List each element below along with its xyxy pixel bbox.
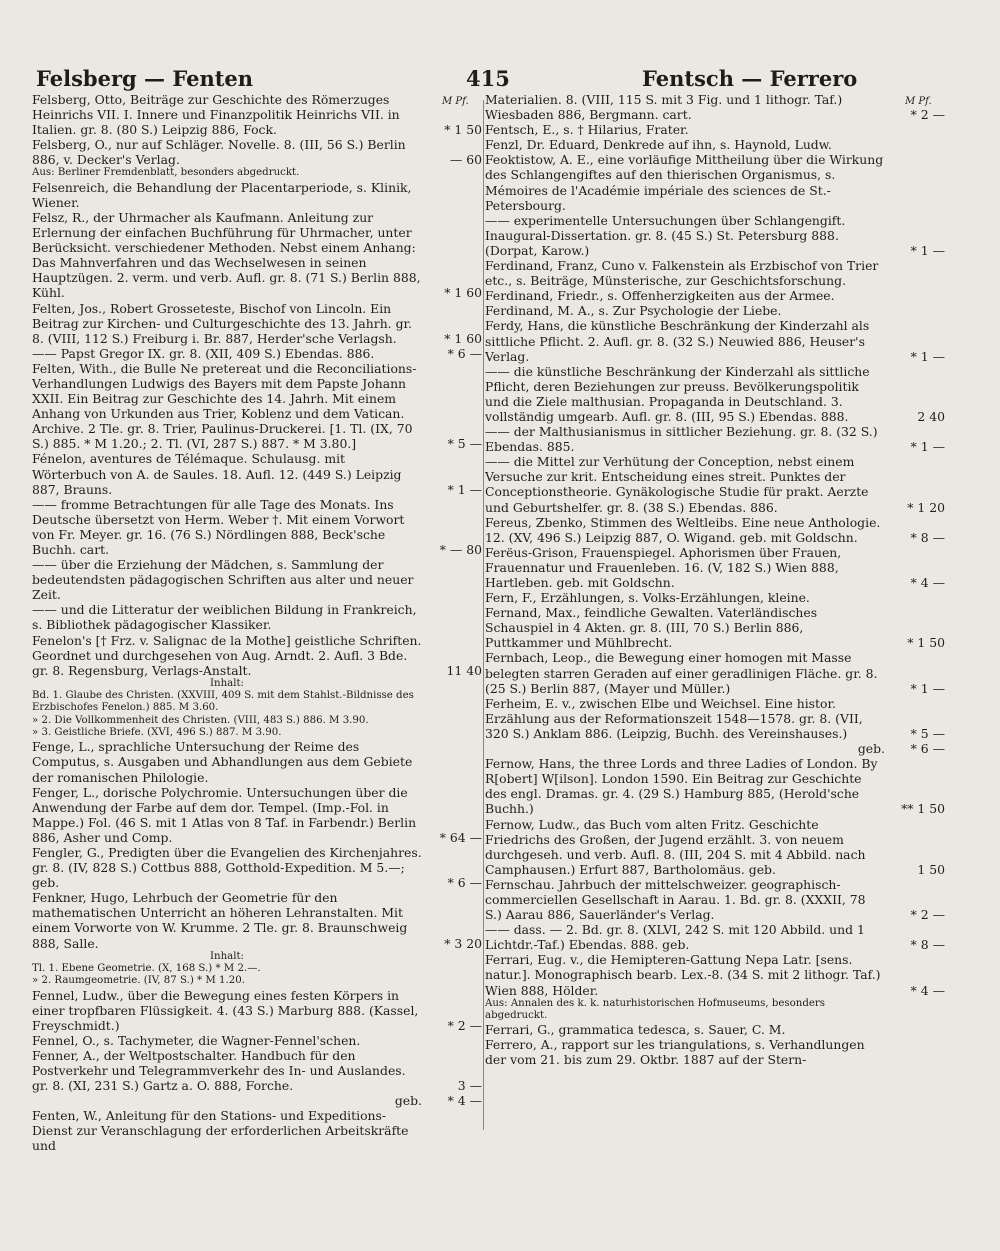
catalog-entry (485, 1037, 947, 1067)
left-column (32, 92, 484, 1154)
catalog-entry (485, 817, 947, 877)
catalog-entry (32, 1108, 484, 1153)
catalog-entry (485, 288, 947, 303)
catalog-entry (485, 605, 947, 650)
entry-price: * — 80 (439, 542, 482, 558)
catalog-entry (485, 303, 947, 318)
entry-text: Materialien. 8. (VIII, 115 S. mit 3 Fig. und 1 lithogr. Taf.) Wiesbaden 886, Bergmann. cart. (485, 92, 843, 123)
entry-price: * 2 — (910, 907, 945, 923)
entry-text: Inhalt: (209, 677, 244, 689)
entry-text: Fernow, Ludw., das Buch vom alten Fritz. Geschichte Friedrichs des Großen, der Jugend erzählt. 3. von neuem durchgeseh. und verb. Aufl. 8. (III, 204 S. mit 4 Abbild. nach Camphausen.) Erfurt 887, Bartholomäus. geb. (485, 816, 866, 877)
catalog-entry (32, 988, 484, 1033)
catalog-entry (485, 364, 947, 424)
catalog-entry (32, 785, 484, 845)
catalog-entry (485, 650, 947, 695)
catalog-entry (32, 557, 484, 602)
entry-text: Fentsch, E., s. † Hilarius, Frater. (485, 122, 689, 138)
entry-price: * 64 — (439, 829, 482, 845)
catalog-entry (485, 92, 947, 122)
catalog-entry (32, 963, 484, 975)
entry-text: Feoktistow, A. E., eine vorläufige Mittheilung über die Wirkung des Schlangengiftes auf den thierischen Organismus, s. Mémoires de l'Académie impériale des sciences de St.-Petersbourg. (485, 152, 884, 213)
entry-text: Fennel, O., s. Tachymeter, die Wagner-Fennel'schen. (32, 1032, 361, 1048)
entry-price: * 1 — (910, 348, 945, 364)
catalog-entry (485, 741, 947, 756)
entry-text: Ferdinand, Friedr., s. Offenherzigkeiten aus der Armee. (485, 288, 835, 304)
catalog-entry (485, 454, 947, 514)
entry-price: — 60 (449, 152, 482, 168)
catalog-entry (32, 890, 484, 950)
entry-text: » 2. Die Vollkommenheit des Christen. (VIII, 483 S.) 886. M 3.90. (32, 714, 369, 726)
entry-text: Ferrari, Eug. v., die Hemipteren-Gattung Nepa Latr. [sens. natur.]. Monographisch bearb. Lex.-8. (34 S. mit 2 lithogr. Taf.) Wien 888, Hölder. (485, 952, 881, 998)
catalog-entry (32, 739, 484, 784)
entry-price: * 8 — (910, 937, 945, 953)
entry-text: —— experimentelle Untersuchungen über Schlangengift. Inaugural-Dissertation. gr. 8. (45 S.) St. Petersburg 888. (Dorpat, Karow.) (485, 212, 846, 258)
catalog-entry (485, 998, 947, 1023)
entry-text: —— der Malthusianismus in sittlicher Beziehung. gr. 8. (32 S.) Ebendas. 885. (485, 424, 878, 455)
catalog-entry (32, 951, 484, 963)
entry-price: * 1 50 (907, 635, 945, 651)
catalog-entry (485, 922, 947, 952)
entry-price: * 1 60 (444, 330, 482, 346)
entry-price: * 4 — (910, 982, 945, 998)
catalog-entry (485, 952, 947, 997)
catalog-entry (32, 1048, 484, 1093)
catalog-entry (32, 690, 484, 715)
entry-text: Fernow, Hans, the three Lords and three Ladies of London. By R[obert] W[ilson]. London 1590. Ein Beitrag zur Geschichte des engl. Dramas. gr. 4. (29 S.) Hamburg 885, (Herold'sche Buchh.) (485, 756, 878, 817)
entry-price: 11 40 (446, 662, 482, 678)
catalog-entry (485, 590, 947, 605)
price-column-label-left: M Pf. (442, 96, 469, 107)
catalog-entry (485, 318, 947, 363)
entry-text: Ferrari, G., grammatica tedesca, s. Sauer, C. M. (485, 1022, 786, 1038)
catalog-entry (32, 137, 484, 167)
entry-price: * 2 — (910, 107, 945, 123)
page-header (30, 64, 972, 94)
catalog-entry (485, 213, 947, 258)
entry-price: * 4 — (447, 1093, 482, 1109)
entry-text: Ferdy, Hans, die künstliche Beschränkung der Kinderzahl als sittliche Pflicht. 2. Aufl. gr. 8. (32 S.) Neuwied 886, Heuser's Verlag. (485, 318, 870, 364)
entry-text: —— die Mittel zur Verhütung der Conception, nebst einem Versuche zur krit. Entscheidung eines streit. Punktes der Conceptionstheorie. Gynäkologische Studie für prakt. Aerzte und Geburtshelfer. gr. 8. (38 S.) Ebendas. 886. (485, 454, 869, 515)
entry-price: * 6 — (447, 345, 482, 361)
entry-text: Fenge, L., sprachliche Untersuchung der Reime des Computus, s. Ausgaben und Abhandlungen aus dem Gebiete der romanischen Philologie. (32, 739, 413, 785)
catalog-entry (32, 727, 484, 739)
entry-price: 3 — (457, 1078, 482, 1094)
right-column (485, 92, 947, 1132)
entry-price: * 8 — (910, 529, 945, 545)
entry-text: Fennel, Ludw., über die Bewegung eines festen Körpers in einer tropfbaren Flüssigkeit. 4. (43 S.) Marburg 888. (Kassel, Freyschmidt.) (32, 987, 419, 1033)
catalog-entry (32, 633, 484, 678)
entry-price: * 6 — (910, 741, 945, 757)
catalog-entry (485, 696, 947, 741)
entry-price: * 5 — (910, 725, 945, 741)
catalog-entry (485, 1022, 947, 1037)
entry-price: * 2 — (447, 1017, 482, 1033)
entry-price: * 1 — (910, 439, 945, 455)
catalog-entry (32, 167, 484, 179)
entry-text: Aus: Berliner Fremdenblatt, besonders abgedruckt. (32, 167, 300, 179)
entry-price: * 4 — (910, 575, 945, 590)
catalog-entry (32, 180, 484, 210)
entry-text: Felsberg, Otto, Beiträge zur Geschichte des Römerzuges Heinrichs VII. I. Innere und Finanzpolitik Heinrichs VII. in Italien. gr. 8. (80 S.) Leipzig 886, Fock. (32, 92, 400, 138)
entry-text: geb. (394, 1093, 422, 1109)
entry-text: » 3. Geistliche Briefe. (XVI, 496 S.) 887. M 3.90. (32, 727, 282, 739)
entry-text: Fengler, G., Predigten über die Evangelien des Kirchenjahres. gr. 8. (IV, 828 S.) Cottbus 888, Gotthold-Expedition. M 5.—; geb. (32, 845, 422, 891)
catalog-entry (485, 122, 947, 137)
entry-text: » 2. Raumgeometrie. (IV, 87 S.) * M 1.20. (32, 975, 245, 987)
entry-text: —— und die Litteratur der weiblichen Bildung in Frankreich, s. Bibliothek pädagogischer Klassiker. (32, 602, 417, 633)
entry-text: Fernand, Max., feindliche Gewalten. Vaterländisches Schauspiel in 4 Akten. gr. 8. (III, 70 S.) Berlin 886, Puttkammer und Mühlbrecht. (485, 605, 818, 651)
catalog-entry (32, 346, 484, 361)
entry-price: 2 40 (917, 408, 945, 424)
entry-text: Fenzl, Dr. Eduard, Denkrede auf ihn, s. Haynold, Ludw. (485, 137, 832, 153)
catalog-entry (32, 210, 484, 301)
entry-text: Fenelon's [† Frz. v. Salignac de la Mothe] geistliche Schriften. Geordnet und durchgesehen von Aug. Arndt. 2. Aufl. 3 Bde. gr. 8. Regensburg, Verlags-Anstalt. (32, 632, 422, 678)
entry-text: Aus: Annalen des k. k. naturhistorischen Hofmuseums, besonders abgedruckt. (485, 997, 825, 1021)
entry-text: —— fromme Betrachtungen für alle Tage des Monats. Ins Deutsche übersetzt von Herm. Weber †. Mit einem Vorwort von Fr. Meyer. gr. 16. (76 S.) Nördlingen 888, Beck'sche Buchh. cart. (32, 496, 405, 558)
catalog-entry (32, 301, 484, 346)
entry-text: Fenger, L., dorische Polychromie. Untersuchungen über die Anwendung der Farbe auf dem dor. Tempel. (Imp.-Fol. in Mappe.) Fol. (46 S. mit 1 Atlas von 8 Taf. in Farbendr.) Berlin 886, Asher und Comp. (32, 784, 417, 845)
entry-text: Fereus, Zbenko, Stimmen des Weltleibs. Eine neue Anthologie. 12. (XV, 496 S.) Leipzig 887, O. Wigand. geb. mit Goldschn. (485, 514, 881, 545)
entry-text: Ferheim, E. v., zwischen Elbe und Weichsel. Eine histor. Erzählung aus der Reformationszeit 1548—1578. gr. 8. (VII, 320 S.) Anklam 886. (Leipzig, Buchh. des Vereinshauses.) (485, 695, 863, 741)
entry-text: Fénelon, aventures de Télémaque. Schulausg. mit Wörterbuch von A. de Saules. 18. Aufl. 12. (449 S.) Leipzig 887, Brauns. (32, 451, 402, 497)
entry-text: Bd. 1. Glaube des Christen. (XXVIII, 409 S. mit dem Stahlst.-Bildnisse des Erzbischofes Fenelon.) 885. M 3.60. (32, 690, 414, 714)
entry-text: Fernbach, Leop., die Bewegung einer homogen mit Masse belegten starren Geraden auf einer geradlinigen Fläche. gr. 8. (25 S.) Berlin 887, (Mayer und Müller.) (485, 650, 878, 696)
page-number: 415 (466, 66, 510, 91)
price-column-label-right: M Pf. (905, 96, 932, 107)
catalog-entry (485, 258, 947, 288)
entry-text: Fenner, A., der Weltpostschalter. Handbuch für den Postverkehr und Telegrammverkehr des In- und Auslandes. gr. 8. (XI, 231 S.) Gartz a. O. 888, Forche. (32, 1047, 406, 1094)
catalog-entry (485, 137, 947, 152)
catalog-entry (32, 845, 484, 890)
entry-text: Felsenreich, die Behandlung der Placentarperiode, s. Klinik, Wiener. (32, 179, 412, 210)
header-left-range: Felsberg — Fenten (36, 66, 254, 91)
entry-price: * 6 — (447, 875, 482, 891)
entry-price: * 1 20 (907, 499, 945, 515)
entry-price: * 5 — (447, 436, 482, 452)
entry-text: Felsberg, O., nur auf Schläger. Novelle. 8. (III, 56 S.) Berlin 886, v. Decker's Verlag. (32, 137, 406, 168)
entry-price: * 1 — (447, 481, 482, 497)
entry-price: * 1 — (910, 680, 945, 696)
entry-text: Felsz, R., der Uhrmacher als Kaufmann. Anleitung zur Erlernung der einfachen Buchführung für Uhrmacher, unter Berücksicht. verschiedener Methoden. Nebst einem Anhang: Das Mahnverfahren und das Wechselwesen in seinen Hauptzügen. 2. verm. und verb. Aufl. gr. 8. (71 S.) Berlin 888, Kühl. (32, 209, 421, 301)
entry-text: —— die künstliche Beschränkung der Kinderzahl als sittliche Pflicht, deren Beziehungen zur preuss. Bevölkerungspolitik und die Ziele malthusian. Propaganda in Deutschland. 3. vollständig umgearb. Aufl. gr. 8. (III, 95 S.) Ebendas. 888. (485, 363, 870, 424)
entry-text: Tl. 1. Ebene Geometrie. (X, 168 S.) * M 2.—. (32, 962, 261, 974)
entry-text: Ferdinand, Franz, Cuno v. Falkenstein als Erzbischof von Trier etc., s. Beiträge, Münsterische, zur Geschichtsforschung. (485, 258, 879, 289)
entry-price: * 3 20 (444, 935, 482, 951)
entry-text: Felten, Jos., Robert Grosseteste, Bischof von Lincoln. Ein Beitrag zur Kirchen- und Culturgeschichte des 13. Jahrh. gr. 8. (VIII, 112 S.) Freiburg i. Br. 887, Herder'sche Verlagsh. (32, 300, 412, 346)
catalog-entry (32, 975, 484, 987)
entry-price: * 1 — (910, 242, 945, 258)
entry-text: Ferdinand, M. A., s. Zur Psychologie der Liebe. (485, 303, 782, 319)
entry-text: Fern, F., Erzählungen, s. Volks-Erzählungen, kleine. (485, 590, 810, 606)
entry-text: Felten, With., die Bulle Ne pretereat und die Reconciliations-Verhandlungen Ludwigs des Bayers mit dem Papste Johann XXII. Ein Beitrag zur Geschichte des 14. Jahrh. Mit einem Anhang von Urkunden aus Trier, Koblenz und dem Vatican. Archive. 2 Tle. gr. 8. Trier, Paulinus-Druckerei. [1. Tl. (IX, 70 S.) 885. * M 1.20.; 2. Tl. (VI, 287 S.) 887. * M 3.80.] (32, 360, 417, 452)
catalog-entry (32, 1093, 484, 1108)
catalog-entry (485, 515, 947, 545)
catalog-entry (32, 1033, 484, 1048)
catalog-entry (32, 92, 484, 137)
entry-text: Ferëus-Grison, Frauenspiegel. Aphorismen über Frauen, Frauennatur und Frauenleben. 16. (V, 182 S.) Wien 888, Hartleben. geb. mit Goldschn. (485, 544, 842, 590)
entry-text: geb. (857, 741, 885, 757)
entry-text: Fenkner, Hugo, Lehrbuch der Geometrie für den mathematischen Unterricht an höheren Lehranstalten. Mit einem Vorworte von W. Krumme. 2 Tle. gr. 8. Braunschweig 888, Salle. (32, 890, 408, 951)
catalog-entry (32, 715, 484, 727)
catalog-entry (32, 451, 484, 496)
entry-price: ** 1 50 (901, 801, 945, 817)
header-right-range: Fentsch — Ferrero (642, 66, 858, 91)
entry-text: —— dass. — 2. Bd. gr. 8. (XLVI, 242 S. mit 120 Abbild. und 1 Lichtdr.-Taf.) Ebendas. 888. geb. (485, 922, 865, 953)
catalog-entry (485, 545, 947, 590)
entry-price: 1 50 (917, 861, 945, 877)
catalog-entry (32, 602, 484, 632)
entry-text: Ferrero, A., rapport sur les triangulations, s. Verhandlungen der vom 21. bis zum 29. Oktbr. 1887 auf der Stern- (485, 1037, 865, 1068)
entry-text: Fenten, W., Anleitung für den Stations- und Expeditions-Dienst zur Veranschlagung der erforderlichen Arbeitskräfte und (32, 1108, 409, 1154)
catalog-entry (485, 152, 947, 212)
catalog-entry (32, 678, 484, 690)
entry-text: Inhalt: (209, 950, 244, 962)
entry-text: —— über die Erziehung der Mädchen, s. Sammlung der bedeutendsten pädagogischen Schriften aus alter und neuer Zeit. (32, 557, 414, 603)
catalog-entry (485, 756, 947, 816)
catalog-entry (32, 361, 484, 452)
catalog-entry (485, 424, 947, 454)
entry-price: * 1 60 (444, 285, 482, 301)
catalog-entry (485, 877, 947, 922)
entry-text: Fernschau. Jahrbuch der mittelschweizer. geographisch-commerciellen Gesellschaft in Aarau. 1. Bd. gr. 8. (XXXII, 78 S.) Aarau 886, Sauerländer's Verlag. (485, 876, 866, 923)
entry-text: —— Papst Gregor IX. gr. 8. (XII, 409 S.) Ebendas. 886. (32, 345, 375, 361)
entry-price: * 1 50 (444, 122, 482, 138)
catalog-entry (32, 497, 484, 557)
